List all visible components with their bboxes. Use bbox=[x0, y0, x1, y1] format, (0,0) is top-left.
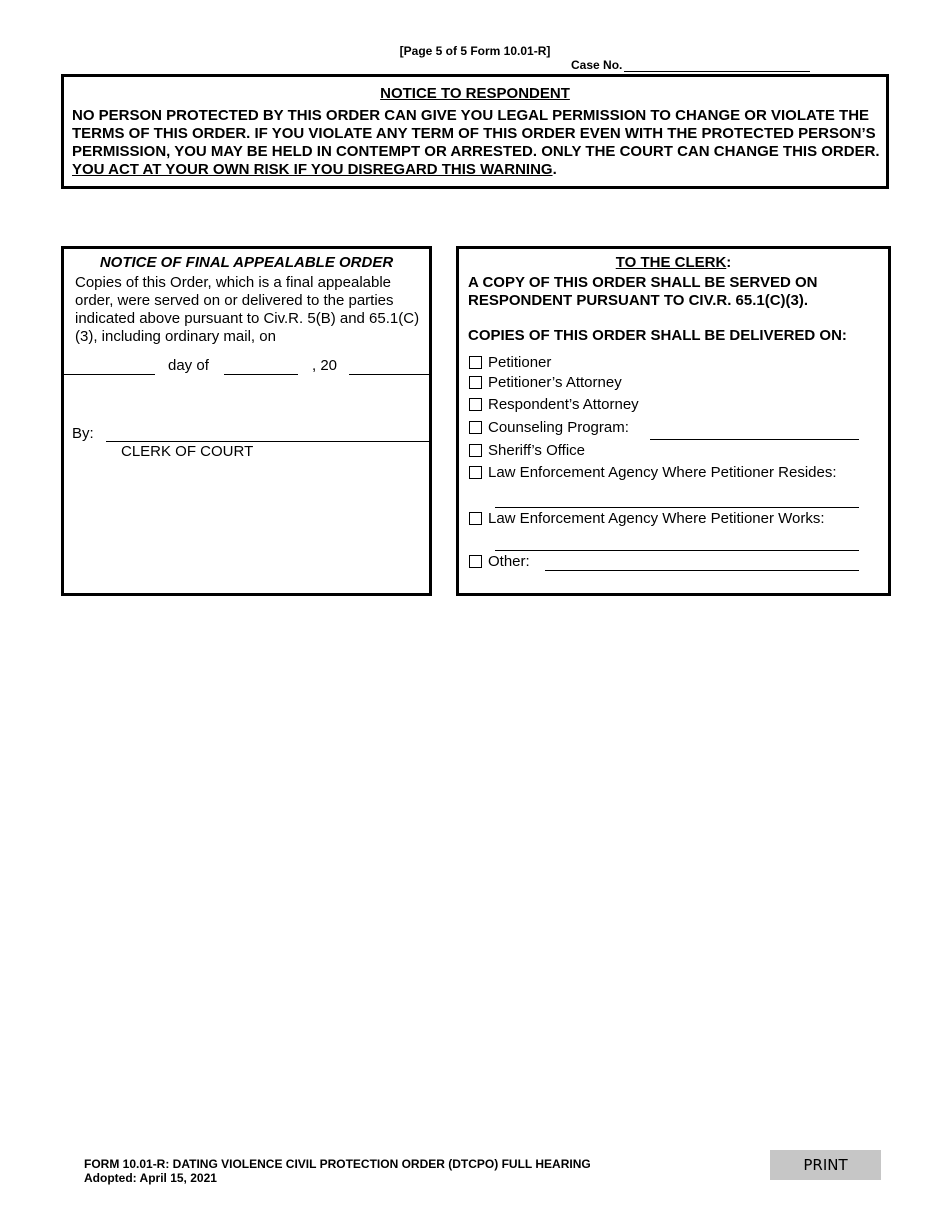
final-appealable-title: NOTICE OF FINAL APPEALABLE ORDER bbox=[99, 254, 394, 271]
to-clerk-colon: : bbox=[726, 254, 732, 271]
option-petitioner[interactable] bbox=[469, 354, 551, 371]
notice-title: NOTICE TO RESPONDENT bbox=[380, 85, 570, 102]
option-agency-works[interactable] bbox=[469, 510, 825, 527]
final-appealable-order-box bbox=[61, 246, 432, 596]
agency-works-field[interactable] bbox=[495, 550, 859, 551]
case-number-field[interactable] bbox=[624, 71, 810, 72]
notice-end: . bbox=[552, 161, 557, 178]
option-label: Petitioner bbox=[488, 354, 552, 371]
to-the-clerk-box bbox=[456, 246, 891, 596]
checkbox[interactable] bbox=[469, 555, 482, 568]
serve-instruction: A COPY OF THIS ORDER SHALL BE SERVED ON RESPONDENT PURSUANT TO CIV.R. 65.1(C)(3). bbox=[468, 274, 818, 309]
adopted-date: Adopted: April 15, 2021 bbox=[84, 1171, 217, 1185]
notice-to-respondent-box bbox=[61, 74, 889, 189]
footer bbox=[84, 1157, 591, 1185]
option-other[interactable] bbox=[469, 553, 530, 570]
option-label: Law Enforcement Agency Where Petitioner Resides: bbox=[488, 464, 837, 481]
option-label: Sheriff’s Office bbox=[488, 442, 585, 459]
checkbox[interactable] bbox=[469, 421, 482, 434]
option-label: Respondent’s Attorney bbox=[488, 396, 639, 413]
checkbox[interactable] bbox=[469, 512, 482, 525]
deliver-heading: COPIES OF THIS ORDER SHALL BE DELIVERED ON: bbox=[468, 327, 847, 344]
year-field[interactable] bbox=[349, 374, 429, 375]
day-of-label: day of bbox=[168, 357, 209, 374]
counseling-program-field[interactable] bbox=[650, 439, 859, 440]
option-counseling-program[interactable] bbox=[469, 419, 629, 436]
notice-text: NO PERSON PROTECTED BY THIS ORDER CAN GIVE YOU LEGAL PERMISSION TO CHANGE OR VIOLATE THE TERMS OF THIS ORDER. IF YOU VIOLATE ANY TERM OF THIS ORDER EVEN WITH THE PROTECTED PERSON’S PERMISSION, YOU MAY BE HELD IN CONTEMPT OR ARRESTED. ONLY THE COURT CAN CHANGE THIS ORDER. bbox=[72, 107, 880, 160]
checkbox[interactable] bbox=[469, 444, 482, 457]
form-title: FORM 10.01-R: DATING VIOLENCE CIVIL PROTECTION ORDER (DTCPO) FULL HEARING bbox=[84, 1157, 591, 1171]
checkbox[interactable] bbox=[469, 356, 482, 369]
to-clerk-title-text: TO THE CLERK bbox=[615, 254, 727, 271]
notice-body bbox=[72, 107, 882, 179]
year-prefix: , 20 bbox=[312, 357, 338, 374]
other-field[interactable] bbox=[545, 570, 859, 571]
option-petitioners-attorney[interactable] bbox=[469, 374, 622, 391]
month-field[interactable] bbox=[224, 374, 298, 375]
final-appealable-body: Copies of this Order, which is a final appealable order, were served on or delivered to the parties indicated above pursuant to Civ.R. 5(B) and 65.1(C)(3), including ordinary mail, on bbox=[75, 274, 420, 345]
print-button[interactable]: PRINT bbox=[770, 1150, 881, 1180]
to-clerk-title bbox=[459, 254, 888, 271]
notice-warning: YOU ACT AT YOUR OWN RISK IF YOU DISREGARD THIS WARNING bbox=[72, 161, 553, 178]
option-label: Counseling Program: bbox=[488, 419, 629, 436]
option-label: Other: bbox=[488, 553, 530, 570]
checkbox[interactable] bbox=[469, 376, 482, 389]
checkbox[interactable] bbox=[469, 466, 482, 479]
option-label: Law Enforcement Agency Where Petitioner Works: bbox=[488, 510, 825, 527]
checkbox[interactable] bbox=[469, 398, 482, 411]
option-sheriffs-office[interactable] bbox=[469, 442, 585, 459]
agency-resides-field[interactable] bbox=[495, 507, 859, 508]
option-respondents-attorney[interactable] bbox=[469, 396, 639, 413]
day-field[interactable] bbox=[64, 374, 155, 375]
option-label: Petitioner’s Attorney bbox=[488, 374, 622, 391]
clerk-signature-field[interactable] bbox=[106, 441, 429, 442]
by-label: By: bbox=[72, 425, 94, 442]
page-label: [Page 5 of 5 Form 10.01-R] bbox=[399, 44, 551, 58]
option-agency-resides[interactable] bbox=[469, 464, 837, 481]
case-number-label: Case No. bbox=[571, 58, 623, 72]
clerk-of-court-label: CLERK OF COURT bbox=[121, 443, 254, 460]
